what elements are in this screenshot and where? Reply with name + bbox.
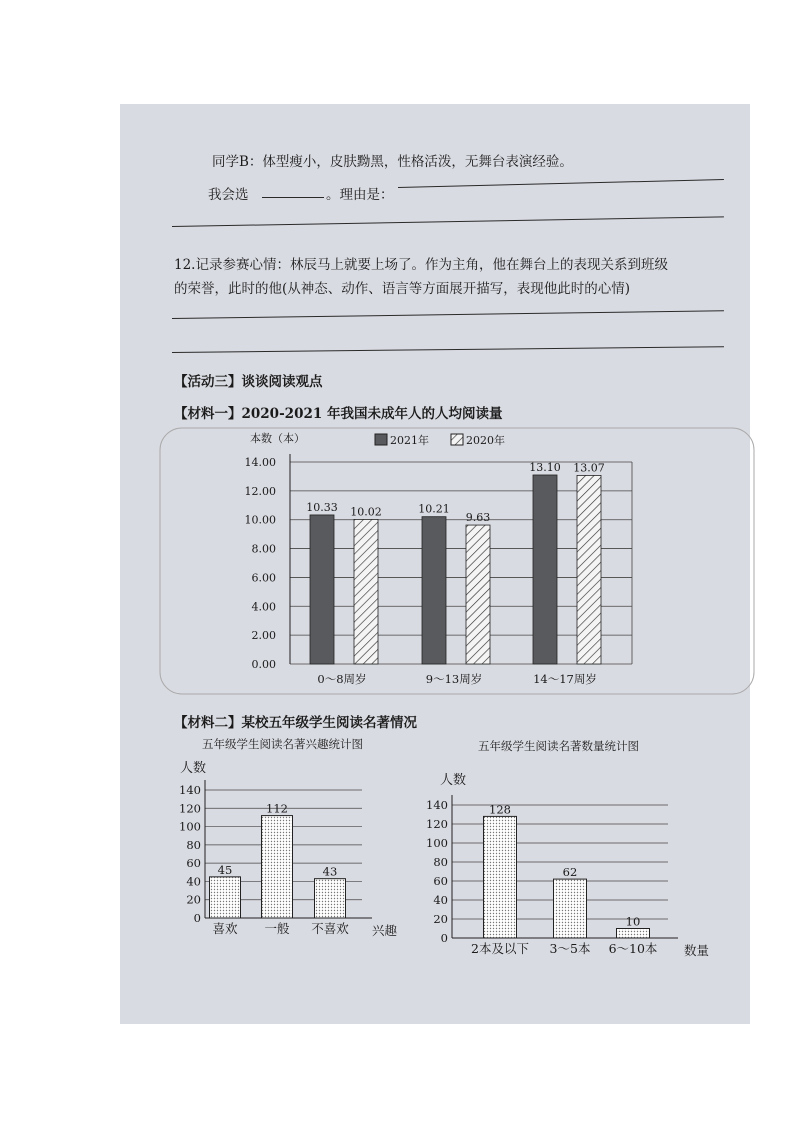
bar-2021 (310, 515, 334, 664)
quantity-chart-bar (484, 816, 517, 938)
interest-chart-y-tick: 140 (179, 783, 201, 797)
chart-1-y-tick: 2.00 (251, 629, 276, 643)
quantity-chart-y-tick: 100 (426, 836, 448, 850)
interest-chart-y-tick: 20 (186, 892, 201, 907)
interest-chart-bar (315, 879, 346, 918)
chart-1-y-tick: 6.00 (251, 571, 276, 585)
bar-value-label: 10.33 (306, 500, 338, 514)
chart-1-x-tick: 14～17周岁 (533, 672, 597, 686)
quantity-chart-bar-value: 10 (625, 914, 641, 929)
interest-chart-bar-value: 112 (266, 801, 288, 816)
interest-chart-bar-value: 43 (322, 864, 338, 879)
quantity-chart-y-tick: 20 (433, 912, 448, 926)
interest-chart-x-tick: 喜欢 (212, 921, 238, 936)
activity-3-heading: 【活动三】谈谈阅读观点 (174, 374, 323, 390)
quantity-chart-x-tick: 6～10本 (608, 941, 658, 956)
interest-chart-bar (262, 816, 293, 918)
quantity-chart-x-tick: 3～5本 (549, 941, 591, 956)
interest-chart-y-tick: 100 (179, 819, 201, 834)
material-1-heading: 【材料一】2020-2021 年我国未成年人的人均阅读量 (174, 406, 503, 422)
question-12-line-1: 12.记录参赛心情：林辰马上就要上场了。作为主角，他在舞台上的表现关系到班级 (174, 257, 668, 273)
chart-1-y-tick: 12.00 (244, 484, 276, 498)
quantity-chart-y-tick: 60 (433, 874, 448, 888)
material-2-heading: 【材料二】某校五年级学生阅读名著情况 (174, 715, 417, 731)
chart-1-x-tick: 9～13周岁 (425, 672, 483, 686)
interest-chart-bar (210, 877, 241, 918)
legend-2021-label: 2021年 (390, 434, 429, 447)
bar-2020 (354, 519, 378, 664)
legend-2020-swatch (451, 434, 463, 445)
bar-value-label: 10.21 (418, 502, 450, 516)
bar-2021 (533, 475, 557, 664)
interest-chart-y-tick: 60 (186, 856, 201, 871)
quantity-chart-x-tick: 2本及以下 (471, 941, 529, 956)
interest-chart-y-tick: 120 (179, 801, 201, 816)
bar-2020 (577, 475, 601, 664)
chart-1-y-tick: 4.00 (251, 600, 276, 614)
chart-1-y-tick: 0.00 (251, 658, 276, 671)
quantity-chart-x-label: 数量 (684, 943, 710, 958)
bar-value-label: 13.07 (573, 461, 605, 475)
bar-value-label: 13.10 (529, 460, 561, 474)
bar-2020 (466, 525, 490, 664)
legend-2020-label: 2020年 (466, 434, 505, 447)
interest-chart-y-tick: 40 (186, 874, 201, 889)
bar-value-label: 9.63 (465, 511, 491, 525)
quantity-chart-bar-value: 62 (562, 865, 578, 880)
interest-chart-bar-value: 45 (217, 862, 233, 877)
interest-chart-x-label: 兴趣 (372, 923, 398, 938)
bar-value-label: 10.02 (350, 505, 382, 519)
legend-2021-swatch (375, 434, 387, 445)
interest-chart-y-tick: 80 (186, 837, 201, 852)
quantity-chart-title: 五年级学生阅读名著数量统计图 (478, 739, 639, 753)
quantity-chart-y-label: 人数 (440, 773, 467, 788)
question-12-line-2: 的荣誉，此时的他(从神态、动作、语言等方面展开描写，表现他此时的心情) (174, 281, 631, 297)
interest-chart-y-tick: 0 (193, 911, 201, 925)
chart-1-y-tick: 8.00 (251, 542, 276, 556)
choose-prefix: 我会选 (208, 187, 249, 203)
student-b-description: 同学B：体型瘦小，皮肤黝黑，性格活泼，无舞台表演经验。 (212, 154, 573, 170)
chart-1-x-tick: 0～8周岁 (317, 672, 367, 686)
quantity-chart-y-tick: 140 (426, 798, 448, 812)
chart-1-y-tick: 14.00 (244, 456, 276, 469)
chart-1-y-tick: 10.00 (244, 513, 276, 527)
bar-2021 (422, 517, 446, 664)
quantity-chart-y-tick: 40 (433, 893, 448, 907)
chart-1-y-label: 本数（本） (250, 432, 305, 445)
choose-reason-label: 。理由是： (326, 187, 394, 203)
quantity-chart-bar (554, 879, 587, 938)
quantity-chart-y-tick: 80 (433, 855, 448, 869)
interest-chart-x-tick: 一般 (264, 921, 290, 936)
quantity-chart-y-tick: 0 (440, 931, 448, 945)
interest-chart-y-label: 人数 (180, 761, 207, 776)
interest-chart-x-tick: 不喜欢 (311, 921, 349, 936)
quantity-chart-bar (617, 929, 650, 939)
quantity-chart-y-tick: 120 (426, 817, 448, 831)
quantity-chart-bar-value: 128 (489, 802, 511, 817)
interest-chart-title: 五年级学生阅读名著兴趣统计图 (202, 737, 363, 751)
